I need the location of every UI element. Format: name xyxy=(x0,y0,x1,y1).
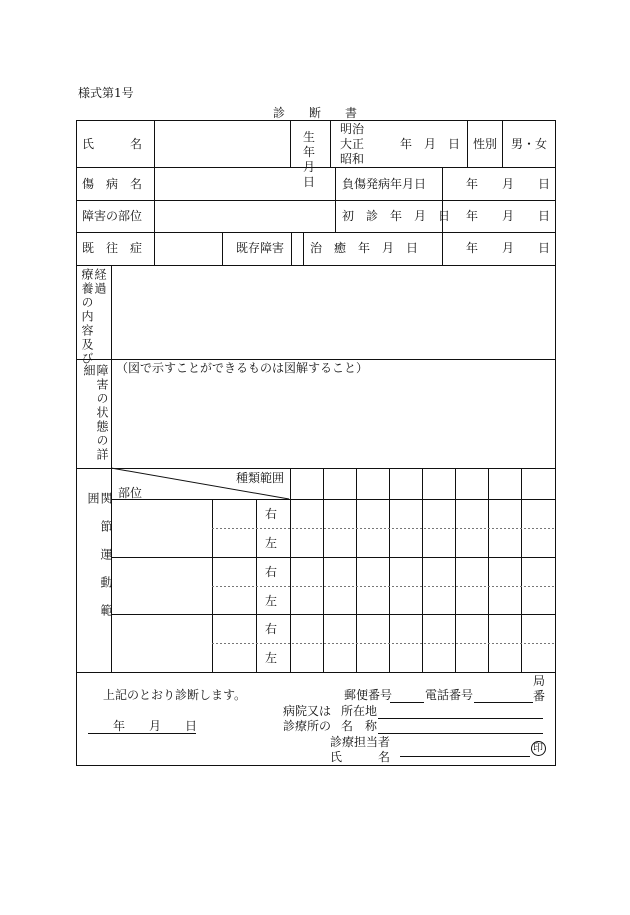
injury-date-label: 負傷発病年月日 xyxy=(342,177,427,191)
rom-right-2: 右 xyxy=(265,565,278,579)
hospital-or-label: 病院又は xyxy=(283,704,332,718)
birth-date-ymd: 年 月 日 xyxy=(400,137,461,151)
rom-left-3: 左 xyxy=(265,651,278,665)
document-title: 診 断 書 xyxy=(272,106,357,120)
first-visit-label: 初 診 年 月 日 xyxy=(342,209,451,223)
injury-date-ymd: 年 月 日 xyxy=(466,177,551,191)
course-and-treatment-label: 経過 療養の内容及び xyxy=(80,268,107,366)
medical-history-label: 既 往 症 xyxy=(82,241,143,255)
cure-date-label: 治 癒 年 月 日 xyxy=(310,241,419,255)
number-label: 番 xyxy=(533,689,546,703)
detail-note: （図で示すことができるものは図解すること） xyxy=(116,361,369,375)
postal-code-label: 郵便番号 xyxy=(344,688,393,702)
disability-detail-label: 障害の状態の詳細 xyxy=(82,364,109,462)
address-label: 所在地 xyxy=(341,704,378,718)
name-label: 氏 名 xyxy=(82,137,143,151)
sex-value: 男・女 xyxy=(511,137,548,151)
rom-left-1: 左 xyxy=(265,536,278,550)
rom-right-3: 右 xyxy=(265,622,278,636)
certification-statement: 上記のとおり診断します。 xyxy=(103,688,247,702)
seal-mark: 印 xyxy=(533,743,543,754)
doctor-name-label: 氏 名 xyxy=(330,750,391,764)
first-visit-ymd: 年 月 日 xyxy=(466,209,551,223)
rom-type-range-header: 種類範囲 xyxy=(236,471,285,485)
clinic-label: 診療所の xyxy=(283,719,332,733)
era-showa: 昭和 xyxy=(340,152,365,166)
rom-right-1: 右 xyxy=(265,507,278,521)
era-meiji: 明治 xyxy=(340,122,365,136)
bureau-label: 局 xyxy=(533,674,546,688)
disability-site-label: 障害の部位 xyxy=(82,209,143,223)
sex-label: 性別 xyxy=(473,137,498,151)
certification-date: 年 月 日 xyxy=(113,719,198,733)
injury-label: 傷 病 名 xyxy=(82,177,143,191)
form-number: 様式第1号 xyxy=(78,86,134,100)
era-taisho: 大正 xyxy=(340,137,365,151)
phone-label: 電話番号 xyxy=(425,688,474,702)
cure-date-ymd: 年 月 日 xyxy=(466,241,551,255)
doctor-in-charge-label: 診療担当者 xyxy=(330,735,391,749)
facility-name-label: 名 称 xyxy=(341,719,378,733)
rom-left-2: 左 xyxy=(265,594,278,608)
range-of-motion-label: 関節運動範囲 xyxy=(86,492,113,632)
rom-part-header: 部位 xyxy=(118,486,143,500)
existing-disability-label: 既存障害 xyxy=(236,241,285,255)
birth-label: 生年月日 xyxy=(303,130,316,189)
